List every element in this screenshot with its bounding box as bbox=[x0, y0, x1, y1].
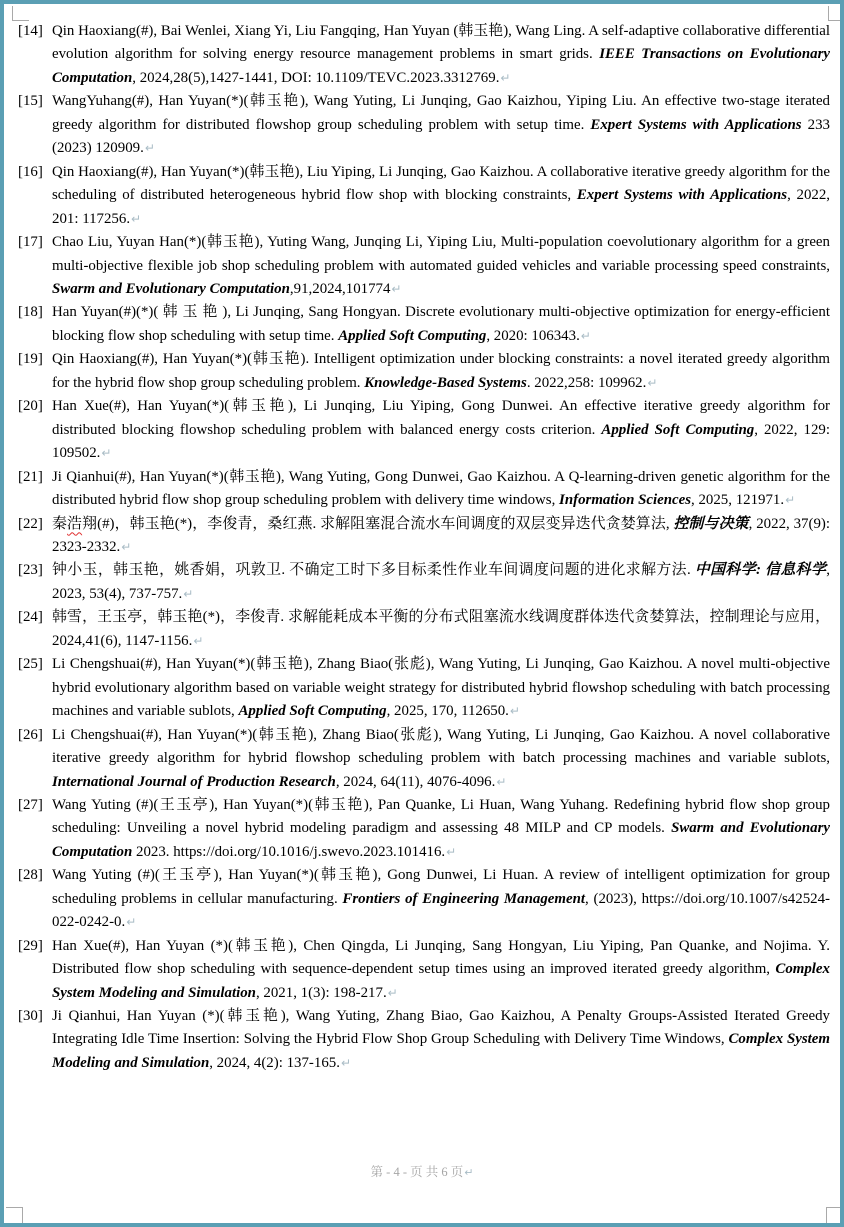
reference-text: , 2025, 170, 112650. bbox=[386, 703, 509, 720]
paragraph-mark: ↵ bbox=[144, 141, 155, 156]
journal-name: Expert Systems with Applications bbox=[576, 187, 788, 204]
reference-number: [15] bbox=[18, 93, 43, 110]
paragraph-mark: ↵ bbox=[446, 844, 457, 859]
reference-item bbox=[18, 1005, 830, 1075]
reference-item bbox=[18, 395, 830, 465]
reference-text: , 2022, 129: 109502. bbox=[52, 421, 830, 462]
reference-item bbox=[18, 935, 830, 1005]
journal-name: 中国科学: 信息科学 bbox=[694, 562, 827, 579]
reference-number: [14] bbox=[18, 23, 43, 39]
reference-item bbox=[18, 348, 830, 395]
reference-text: ,91,2024,101774 bbox=[289, 280, 391, 297]
reference-text: 秦 bbox=[52, 515, 68, 532]
reference-number: [27] bbox=[18, 796, 43, 813]
journal-name: Complex System Modeling and Simulation bbox=[52, 1031, 830, 1071]
paragraph-mark: ↵ bbox=[580, 328, 591, 343]
text-boundary-mark-bottom-left bbox=[6, 1207, 23, 1224]
reference-text: 翔(#)，韩玉艳(*)，李俊青，桑红燕. 求解阻塞混合流水车间调度的双层变异迭代贪婪算法, bbox=[82, 515, 674, 532]
paragraph-mark: ↵ bbox=[121, 539, 132, 554]
reference-text: 浩 bbox=[67, 515, 83, 532]
paragraph-mark: ↵ bbox=[387, 985, 398, 1000]
reference-item bbox=[18, 724, 830, 794]
reference-text: 钟小玉，韩玉艳，姚香娟，巩敦卫. 不确定工时下多目标柔性作业车间调度问题的进化求解方法. bbox=[52, 562, 695, 579]
reference-number: [17] bbox=[18, 234, 43, 251]
reference-number: [20] bbox=[18, 398, 43, 415]
reference-text: Qin Haoxiang(#), Han Yuyan(*)(韩玉艳). Intelligent optimization under blocking constraints: a novel iterated greedy algorithm for the hybrid flow shop group scheduling problem. bbox=[52, 351, 830, 391]
reference-item bbox=[18, 301, 830, 348]
reference-text: , 2021, 1(3): 198-217. bbox=[255, 984, 387, 1001]
reference-item bbox=[18, 606, 830, 653]
text-boundary-mark-bottom-right bbox=[826, 1207, 843, 1224]
journal-name: Expert Systems with Applications bbox=[590, 116, 802, 133]
reference-text: , 2024, 64(11), 4076-4096. bbox=[335, 773, 496, 790]
reference-number: [16] bbox=[18, 163, 43, 180]
paragraph-mark: ↵ bbox=[340, 1055, 351, 1070]
text-boundary-mark-top-left bbox=[12, 6, 29, 21]
journal-name: Applied Soft Computing bbox=[601, 421, 755, 438]
reference-text: , 2024,28(5),1427-1441, DOI: 10.1109/TEVC.2023.3312769. bbox=[132, 69, 500, 86]
page-number-text: 第 - 4 - 页 共 6 页 bbox=[370, 1165, 464, 1179]
journal-name: Information Sciences bbox=[559, 492, 692, 509]
paragraph-mark: ↵ bbox=[500, 70, 511, 85]
paragraph-mark: ↵ bbox=[509, 704, 520, 719]
paragraph-mark: ↵ bbox=[496, 774, 507, 789]
paragraph-mark: ↵ bbox=[193, 633, 204, 648]
reference-item bbox=[18, 653, 830, 723]
reference-item bbox=[18, 794, 830, 864]
reference-text: 2023. https://doi.org/10.1016/j.swevo.2023.101416. bbox=[132, 843, 446, 860]
reference-text: WangYuhang(#), Han Yuyan(*)(韩玉艳), Wang Yuting, Li Junqing, Gao Kaizhou, Yiping Liu. An effective two-stage iterated greedy algorithm for distributed flowshop group scheduling problem with setup time. bbox=[52, 93, 830, 133]
paragraph-mark: ↵ bbox=[391, 281, 402, 296]
reference-number: [23] bbox=[18, 562, 43, 579]
reference-text: Wang Yuting (#)(王玉亭), Han Yuyan(*)(韩玉艳), Gong Dunwei, Li Huan. A review of intelligent optimization for group scheduling problems in cellular manufacturing. bbox=[52, 867, 830, 907]
reference-text: Wang Yuting (#)(王玉亭), Han Yuyan(*)(韩玉艳), Pan Quanke, Li Huan, Wang Yuhang. Redefining hybrid flow shop group scheduling: Unveiling a novel hybrid modeling paradigm and assessing 48 MILP and CP models. bbox=[52, 796, 830, 837]
journal-name: Swarm and Evolutionary Computation bbox=[52, 280, 290, 297]
journal-name: Swarm and Evolutionary Computation bbox=[52, 820, 830, 860]
reference-text: Han Xue(#), Han Yuyan (*)(韩玉艳), Chen Qingda, Li Junqing, Sang Hongyan, Liu Yiping, Pan Quanke, and Nojima. Y. Distributed flow shop scheduling with sequence-dependent setup times using an improved iterated greedy algorithm, bbox=[52, 937, 830, 978]
reference-number: [25] bbox=[18, 656, 43, 673]
reference-number: [26] bbox=[18, 726, 43, 743]
reference-text: 韩雪，王玉亭，韩玉艳(*)，李俊青. 求解能耗成本平衡的分布式阻塞流水线调度群体迭代贪婪算法，控制理论与应用， 2024,41(6), 1147-1156. bbox=[52, 609, 830, 649]
reference-item bbox=[18, 90, 830, 160]
reference-text: Qin Haoxiang(#), Bai Wenlei, Xiang Yi, Liu Fangqing, Han Yuyan (韩玉艳), Wang Ling. A self-adaptive collaborative differential evolution algorithm for solving energy resource management problems in smart grids. bbox=[52, 23, 830, 63]
reference-item bbox=[18, 231, 830, 301]
reference-item bbox=[18, 20, 830, 90]
journal-name: International Journal of Production Research bbox=[52, 773, 336, 790]
reference-number: [24] bbox=[18, 609, 43, 626]
reference-text: . 2022,258: 109962. bbox=[526, 374, 647, 391]
reference-number: [22] bbox=[18, 515, 43, 532]
reference-text: , 2025, 121971. bbox=[691, 492, 785, 509]
reference-text: , 2020: 106343. bbox=[486, 327, 580, 344]
reference-text: , 2022, 201: 117256. bbox=[52, 187, 831, 227]
reference-item bbox=[18, 161, 830, 231]
paragraph-mark: ↵ bbox=[101, 446, 112, 461]
reference-text: Chao Liu, Yuyan Han(*)(韩玉艳), Yuting Wang, Junqing Li, Yiping Liu, Multi-population coevolutionary algorithm for a green multi-objective flexible job shop scheduling problem with automated guided vehicles and variable processing speed constraints, bbox=[52, 234, 830, 274]
reference-text: Han Xue(#), Han Yuyan(*)(韩玉艳), Li Junqing, Liu Yiping, Gong Dunwei. An effective iterative greedy algorithm for distributed blocking flowshop scheduling problem with balanced energy costs criterion. bbox=[52, 398, 830, 438]
journal-name: Applied Soft Computing bbox=[238, 703, 387, 720]
reference-text: , 2024, 4(2): 137-165. bbox=[209, 1054, 340, 1071]
reference-text: Li Chengshuai(#), Han Yuyan(*)(韩玉艳), Zhang Biao(张彪), Wang Yuting, Li Junqing, Gao Kaizhou. A novel collaborative iterative greedy algorithm for hybrid flowshop scheduling problem with batch processing machines and variable sublots, bbox=[52, 726, 830, 767]
paragraph-mark: ↵ bbox=[131, 211, 142, 226]
reference-text: Ji Qianhui, Han Yuyan (*)(韩玉艳), Wang Yuting, Zhang Biao, Gao Kaizhou, A Penalty Groups-Assisted Iterated Greedy Integrating Idle Time Insertion: Solving the Hybrid Flow Shop Group Scheduling with Delivery Time Windows, bbox=[52, 1008, 830, 1048]
text-boundary-mark-top-right bbox=[828, 6, 843, 21]
reference-item bbox=[18, 559, 830, 606]
paragraph-mark: ↵ bbox=[647, 375, 658, 390]
reference-text: , (2023), https://doi.org/10.1007/s42524-022-0242-0. bbox=[52, 890, 830, 931]
reference-item bbox=[18, 513, 830, 560]
reference-list bbox=[18, 20, 830, 1075]
reference-text: Han Yuyan(#)(*)( 韩 玉 艳 ), Li Junqing, Sang Hongyan. Discrete evolutionary multi-objective optimization for energy-efficient blocking flow shop scheduling with setup time. bbox=[52, 304, 830, 344]
journal-name: Knowledge-Based Systems bbox=[364, 374, 527, 391]
reference-number: [19] bbox=[18, 351, 43, 368]
reference-number: [21] bbox=[18, 468, 43, 485]
reference-text: 233 (2023) 120909. bbox=[52, 116, 830, 157]
journal-name: 控制与决策 bbox=[673, 515, 749, 532]
reference-text: Qin Haoxiang(#), Han Yuyan(*)(韩玉艳), Liu Yiping, Li Junqing, Gao Kaizhou. A collaborative iterative greedy algorithm for the scheduling of distributed heterogeneous hybrid flow shop with blocking constraints, bbox=[52, 163, 830, 204]
reference-text: , 2023, 53(4), 737-757. bbox=[52, 562, 830, 602]
paragraph-mark: ↵ bbox=[464, 1166, 474, 1179]
page-footer bbox=[4, 1162, 840, 1183]
paragraph-mark: ↵ bbox=[183, 586, 194, 601]
reference-item bbox=[18, 466, 830, 513]
reference-text: Li Chengshuai(#), Han Yuyan(*)(韩玉艳), Zhang Biao(张彪), Wang Yuting, Li Junqing, Gao Kaizhou. A novel multi-objective hybrid evolutionary algorithm based on variable weight strategy for distributed hybrid flowshop scheduling with batch processing machines and variable sublots, bbox=[52, 656, 830, 720]
reference-text: , 2022, 37(9): 2323-2332. bbox=[52, 515, 830, 555]
paragraph-mark: ↵ bbox=[785, 493, 796, 508]
reference-text: Ji Qianhui(#), Han Yuyan(*)(韩玉艳), Wang Yuting, Gong Dunwei, Gao Kaizhou. A Q-learning-driven genetic algorithm for the distributed hybrid flow shop group scheduling problem with delivery time windows, bbox=[52, 468, 830, 509]
journal-name: Frontiers of Engineering Management bbox=[342, 890, 586, 907]
reference-number: [29] bbox=[18, 937, 43, 954]
journal-name: Applied Soft Computing bbox=[338, 327, 487, 344]
reference-number: [18] bbox=[18, 304, 43, 321]
reference-number: [30] bbox=[18, 1008, 43, 1025]
journal-name: IEEE Transactions on Evolutionary Computation bbox=[52, 46, 830, 86]
reference-item bbox=[18, 864, 830, 934]
paragraph-mark: ↵ bbox=[126, 915, 137, 930]
journal-name: Complex System Modeling and Simulation bbox=[52, 961, 830, 1001]
reference-number: [28] bbox=[18, 867, 43, 884]
